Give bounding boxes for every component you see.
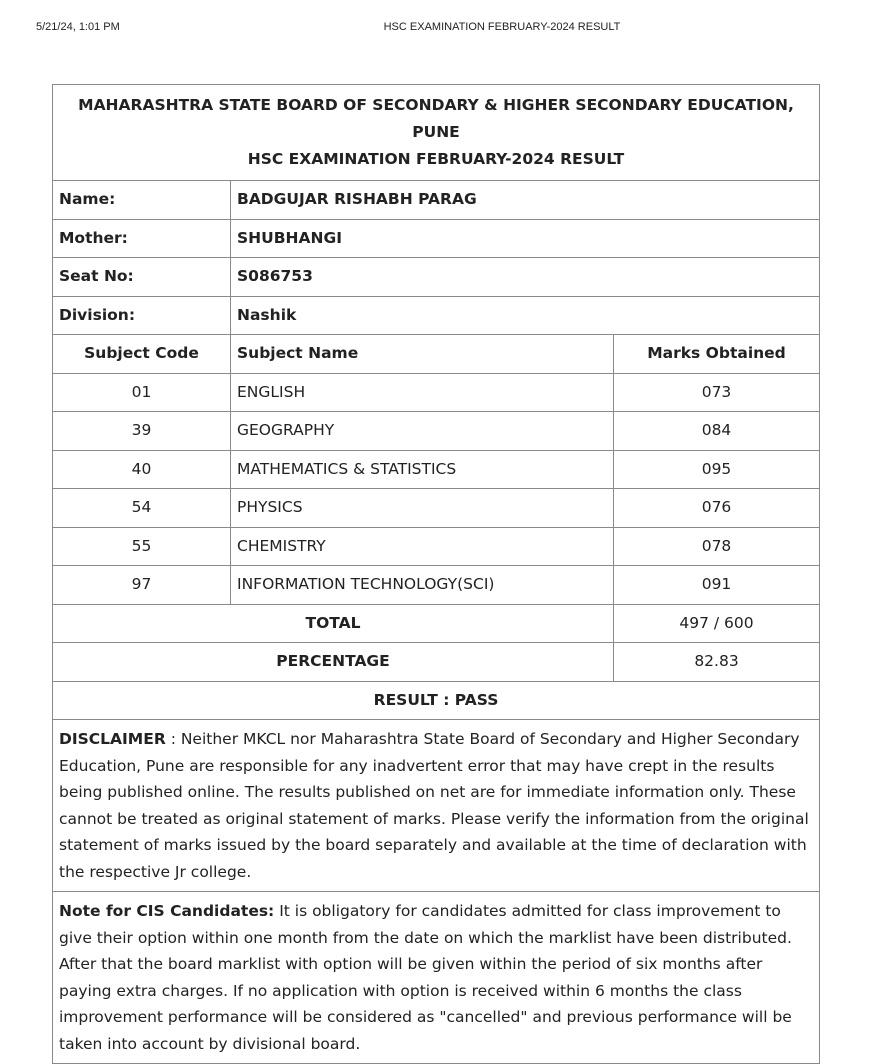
table-row: [53, 489, 820, 528]
subject-code: 54: [53, 489, 231, 528]
mother-label: Mother:: [53, 219, 231, 258]
exam-title: HSC EXAMINATION FEBRUARY-2024 RESULT: [247, 150, 625, 168]
marks-header-row: [53, 335, 820, 374]
subject-name: INFORMATION TECHNOLOGY(SCI): [231, 566, 614, 605]
total-label: TOTAL: [53, 604, 614, 643]
percentage-value: 82.83: [614, 643, 820, 682]
subject-marks: 084: [614, 412, 820, 451]
subject-name: ENGLISH: [231, 373, 614, 412]
cis-note-text: It is obligatory for candidates admitted for class improvement to give their option within one month from the date on which the marklist have been distributed. After that the board marklist with option will be given within the period of six months after paying extra charges. If no application with option is received within 6 months the class improvement performance will be considered as "cancelled" and previous performance will be taken into account by divisional board.: [59, 902, 792, 1053]
disclaimer: [53, 720, 820, 892]
cis-note: [53, 892, 820, 1064]
subject-name: PHYSICS: [231, 489, 614, 528]
subject-code: 55: [53, 527, 231, 566]
percentage-label: PERCENTAGE: [53, 643, 614, 682]
print-timestamp: 5/21/24, 1:01 PM: [36, 21, 120, 33]
result-row: [53, 681, 820, 720]
col-subject-code: Subject Code: [53, 335, 231, 374]
percentage-row: [53, 643, 820, 682]
table-row: [53, 412, 820, 451]
board-header-row: [53, 85, 820, 181]
subject-name: MATHEMATICS & STATISTICS: [231, 450, 614, 489]
cis-note-label: Note for CIS Candidates:: [59, 902, 275, 920]
col-subject-name: Subject Name: [231, 335, 614, 374]
total-value: 497 / 600: [614, 604, 820, 643]
name-row: [53, 181, 820, 220]
print-header: [0, 0, 870, 40]
table-row: [53, 566, 820, 605]
cis-note-row: [53, 892, 820, 1064]
subject-code: 97: [53, 566, 231, 605]
col-marks-obtained: Marks Obtained: [614, 335, 820, 374]
table-row: [53, 527, 820, 566]
board-name: MAHARASHTRA STATE BOARD OF SECONDARY & HIGHER SECONDARY EDUCATION, PUNE: [78, 96, 794, 141]
name-label: Name:: [53, 181, 231, 220]
print-title: HSC EXAMINATION FEBRUARY-2024 RESULT: [383, 21, 621, 33]
subject-name: CHEMISTRY: [231, 527, 614, 566]
board-header: [53, 85, 820, 181]
subject-code: 39: [53, 412, 231, 451]
result-status: RESULT : PASS: [53, 681, 820, 720]
subject-marks: 076: [614, 489, 820, 528]
mother-name: SHUBHANGI: [231, 219, 820, 258]
subject-code: 40: [53, 450, 231, 489]
result-table: [52, 84, 820, 1064]
disclaimer-label: DISCLAIMER: [59, 730, 166, 748]
mother-row: [53, 219, 820, 258]
seat-number: S086753: [231, 258, 820, 297]
division-row: [53, 296, 820, 335]
seat-label: Seat No:: [53, 258, 231, 297]
subject-marks: 091: [614, 566, 820, 605]
division-value: Nashik: [231, 296, 820, 335]
subject-code: 01: [53, 373, 231, 412]
subject-marks: 095: [614, 450, 820, 489]
division-label: Division:: [53, 296, 231, 335]
disclaimer-row: [53, 720, 820, 892]
total-row: [53, 604, 820, 643]
subject-marks: 078: [614, 527, 820, 566]
seat-row: [53, 258, 820, 297]
table-row: [53, 450, 820, 489]
subject-marks: 073: [614, 373, 820, 412]
table-row: [53, 373, 820, 412]
disclaimer-text: : Neither MKCL nor Maharashtra State Board of Secondary and Higher Secondary Education, Pune are responsible for any inadvertent error that may have crept in the results being published online. The results published on net are for immediate information only. These cannot be treated as original statement of marks. Please verify the information from the original statement of marks issued by the board separately and available at the time of declaration with the respective Jr college.: [59, 730, 809, 881]
student-name: BADGUJAR RISHABH PARAG: [231, 181, 820, 220]
subject-name: GEOGRAPHY: [231, 412, 614, 451]
